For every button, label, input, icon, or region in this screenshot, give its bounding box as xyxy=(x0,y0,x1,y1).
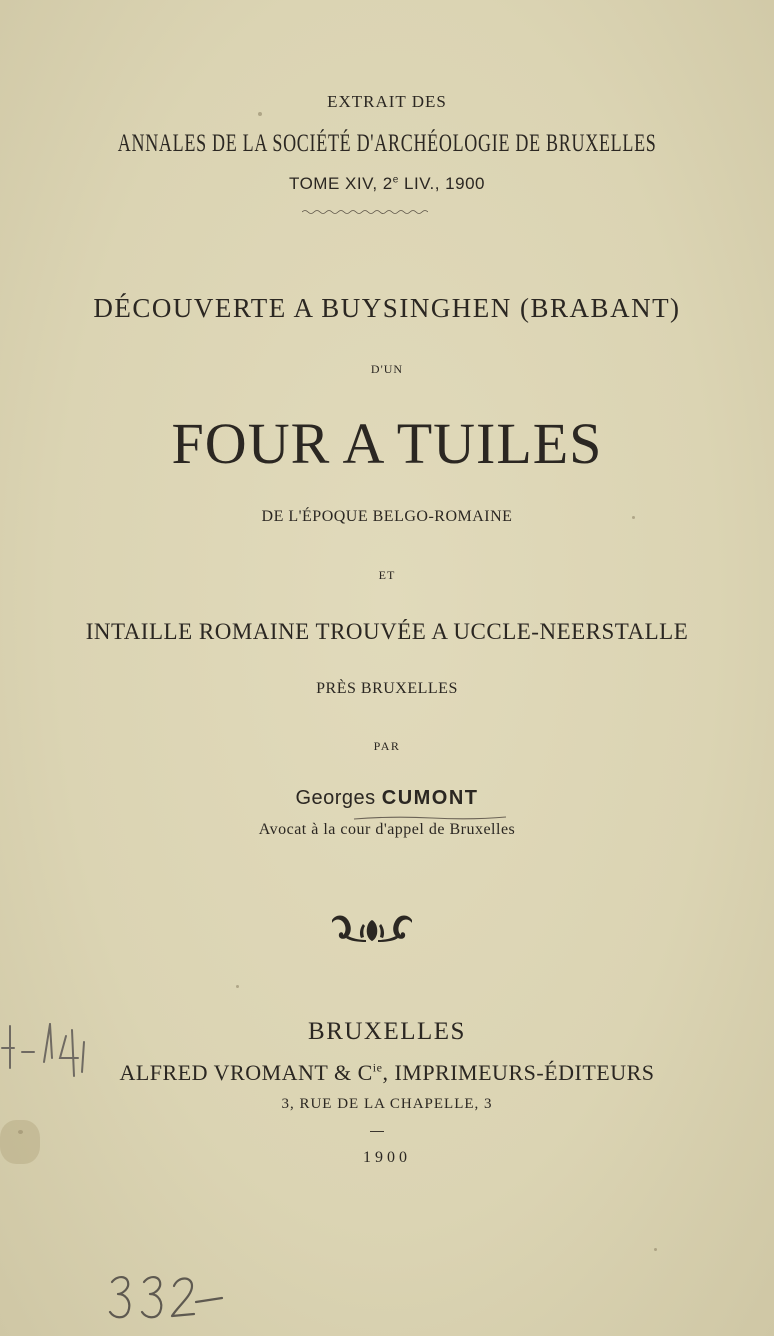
author-surname: CUMONT xyxy=(381,787,479,809)
title-line-1: DÉCOUVERTE A BUYSINGHEN (BRABANT) xyxy=(93,293,681,323)
handwritten-catalogue-number xyxy=(108,1272,228,1332)
author-name xyxy=(0,787,774,810)
header-journal-name: ANNALES DE LA SOCIÉTÉ D'ARCHÉOLOGIE DE BRUXELLES xyxy=(117,130,657,157)
header-volume: TOME XIV, 2e LIV., 1900 xyxy=(289,174,485,193)
wavy-rule-divider xyxy=(302,208,428,216)
author-given-name: Georges xyxy=(295,787,376,809)
paper-speck xyxy=(236,985,239,988)
imprint-publisher: ALFRED VROMANT & $C^{ie}$, IMPRIMEURS-ÉDITEURS xyxy=(119,1060,655,1085)
imprint-address: 3, RUE DE LA CHAPELLE, 3 xyxy=(281,1096,493,1112)
title-intaille: INTAILLE ROMAINE TROUVÉE A UCCLE-NEERSTALLE xyxy=(85,619,689,644)
header-extrait: EXTRAIT DES xyxy=(327,92,447,111)
fleuron-ornament-icon xyxy=(330,910,414,944)
main-title: FOUR A TUILES xyxy=(171,411,603,476)
short-rule xyxy=(370,1131,384,1132)
margin-pencil-note xyxy=(0,1018,96,1088)
imprint-year: 1900 xyxy=(363,1149,411,1166)
author-par: PAR xyxy=(373,739,401,753)
author-role: Avocat à la cour d'appel de Bruxelles xyxy=(258,821,516,838)
paper-speck xyxy=(258,112,262,116)
title-pres: PRÈS BRUXELLES xyxy=(316,680,458,697)
imprint-city: BRUXELLES xyxy=(308,1018,466,1045)
paper-stain xyxy=(0,1120,40,1164)
paper-speck xyxy=(654,1248,657,1251)
title-epoque: DE L'ÉPOQUE BELGO-ROMAINE xyxy=(261,508,513,525)
paper-speck xyxy=(632,516,635,519)
title-et: ET xyxy=(378,568,396,582)
title-dun: D'UN xyxy=(370,362,404,376)
